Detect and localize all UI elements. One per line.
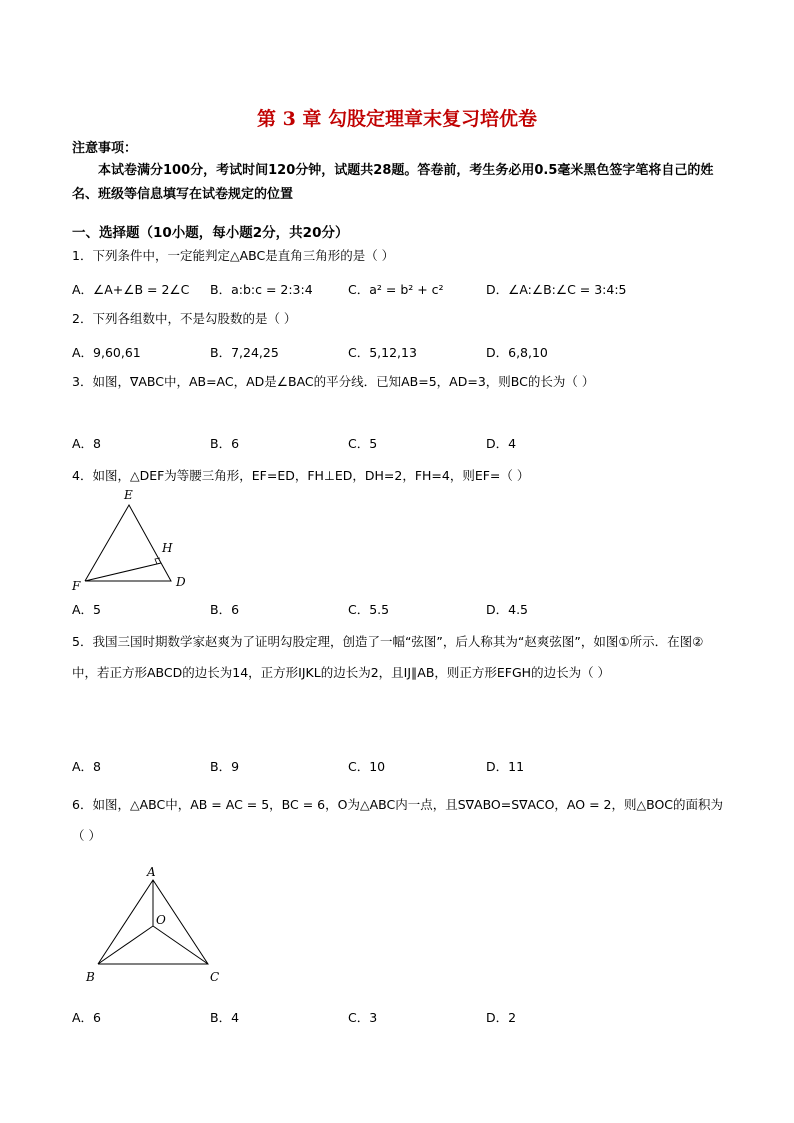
option-d: D．4: [486, 436, 517, 451]
question-4: 4．如图，△DEF为等腰三角形，EF=ED，FH⊥ED，DH=2，FH=4，则EF=（ ）: [72, 468, 530, 483]
option-b: B．7,24,25: [210, 345, 279, 360]
notes-heading: 注意事项：: [72, 141, 138, 156]
question-6: 6．如图，△ABC中，AB = AC = 5，BC = 6，O为△ABC内一点，且S∇ABO=S∇ACO，AO = 2，则△BOC的面积为（ ）: [72, 797, 724, 843]
label-d: D: [176, 575, 186, 589]
option-a: A．∠A+∠B = 2∠C: [72, 282, 190, 297]
question-4-options: [72, 600, 712, 620]
option-c: C．10: [348, 759, 386, 774]
question-3-options: [72, 434, 712, 454]
option-d: D．4.5: [486, 602, 529, 617]
question-1-options: [72, 280, 712, 300]
option-a: A．8: [72, 436, 102, 451]
segment-co: [153, 926, 208, 964]
option-b: B．4: [210, 1010, 240, 1025]
segment-bo: [98, 926, 153, 964]
option-c: C．5.5: [348, 602, 390, 617]
question-6-options: [72, 1008, 712, 1028]
segment-fh: [85, 563, 161, 581]
option-c: C．3: [348, 1010, 378, 1025]
question-2: 2．下列各组数中，不是勾股数的是（ ）: [72, 311, 297, 326]
option-c: C．5,12,13: [348, 345, 417, 360]
page-title: 第 3 章 勾股定理章末复习培优卷: [256, 108, 538, 130]
option-a: A．8: [72, 759, 102, 774]
figure-triangle-abc: [80, 866, 230, 990]
figure-triangle-def: [66, 486, 196, 594]
label-f: F: [72, 579, 81, 593]
question-5: 5．我国三国时期数学家赵爽为了证明勾股定理，创造了一幅“弦图”，后人称其为“赵爽弦图”，如图①所示．在图②中，若正方形ABCD的边长为14，正方形IJKL的边长为2，且IJ∥AB，则正方形EFGH的边长为（ ）: [72, 634, 704, 680]
label-h: H: [162, 541, 173, 555]
option-a: A．5: [72, 602, 102, 617]
question-5-options: [72, 757, 712, 777]
section-heading-choice: 一、选择题（10小题，每小题2分，共20分）: [72, 225, 349, 241]
option-b: B．6: [210, 436, 240, 451]
option-a: A．9,60,61: [72, 345, 141, 360]
option-c: C．a² = b² + c²: [348, 282, 444, 297]
option-c: C．5: [348, 436, 378, 451]
notes-body: 本试卷满分100分，考试时间120分钟，试题共28题。答卷前，考生务必用0.5毫米黑色签字笔将自己的姓名、班级等信息填写在试卷规定的位置: [72, 163, 714, 202]
option-b: B．9: [210, 759, 240, 774]
option-a: A．6: [72, 1010, 102, 1025]
question-1: 1．下列条件中，一定能判定△ABC是直角三角形的是（ ）: [72, 248, 395, 263]
question-3: 3．如图，∇ABC中，AB=AC，AD是∠BAC的平分线．已知AB=5，AD=3，则BC的长为（ ）: [72, 374, 595, 389]
option-d: D．11: [486, 759, 525, 774]
triangle-edges: [85, 505, 171, 581]
label-a: A: [147, 866, 156, 879]
option-d: D．2: [486, 1010, 517, 1025]
option-d: D．∠A:∠B:∠C = 3:4:5: [486, 282, 627, 297]
option-b: B．6: [210, 602, 240, 617]
label-e: E: [124, 488, 133, 502]
label-c: C: [210, 970, 220, 984]
option-b: B．a:b:c = 2:3:4: [210, 282, 313, 297]
option-d: D．6,8,10: [486, 345, 548, 360]
label-o: O: [156, 913, 166, 927]
question-2-options: [72, 343, 712, 363]
label-b: B: [86, 970, 95, 984]
